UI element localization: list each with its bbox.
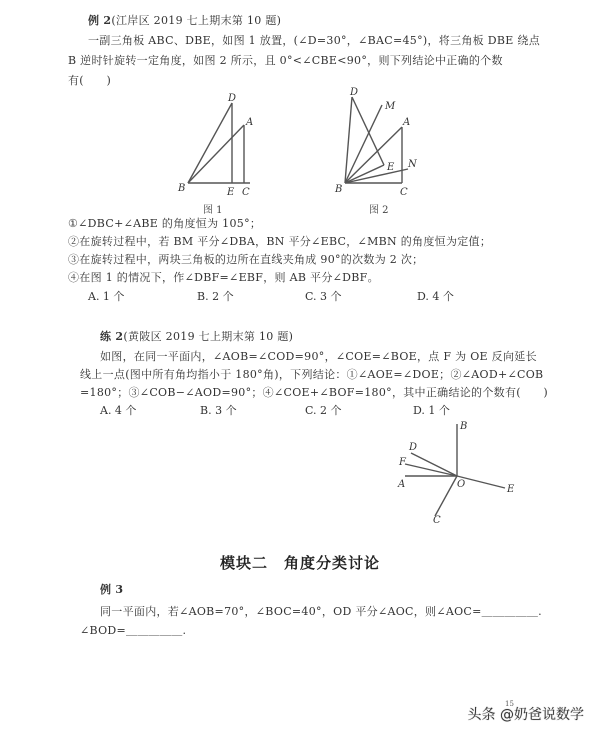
example2-heading — [88, 14, 281, 28]
module2-title: 模块二 角度分类讨论 — [219, 554, 380, 572]
svg-text:C: C — [242, 187, 250, 198]
svg-text:E: E — [387, 162, 395, 173]
example2-option-b: B. 2 个 — [197, 290, 234, 303]
practice2-diagram — [380, 410, 540, 530]
svg-text:O: O — [457, 479, 466, 490]
watermark: 头条 @奶爸说数学 — [467, 707, 584, 723]
svg-text:M: M — [385, 101, 396, 112]
example2-label: 例 2 — [88, 14, 112, 27]
practice2-body-line-2: 线上一点(图中所有角均指小于 180°角)，下列结论：①∠AOE=∠DOE；②∠AOD+∠COB — [80, 368, 544, 381]
example3-heading — [100, 583, 123, 597]
svg-text:A: A — [403, 117, 411, 128]
figure-1-caption: 图 1 — [203, 205, 223, 216]
practice2-option-c: C. 2 个 — [305, 404, 342, 417]
example2-option-d: D. 4 个 — [417, 290, 454, 303]
practice2-label: 练 2 — [100, 330, 124, 343]
example2-body-line-2: B 逆时针旋转一定角度，如图 2 所示，且 0°<∠CBE<90°，则下列结论中正确的个数 — [68, 54, 503, 67]
example2-body-line-1: 一副三角板 ABC、DBE，如图 1 放置，(∠D=30°，∠BAC=45°)，将三角板 DBE 绕点 — [88, 34, 541, 47]
figure-2-caption: 图 2 — [369, 205, 389, 216]
example2-option-c: C. 3 个 — [305, 290, 342, 303]
example2-statement-3: ③在旋转过程中，两块三角板的边所在直线夹角成 90°的次数为 2 次； — [68, 253, 424, 266]
svg-text:A: A — [246, 117, 254, 128]
svg-text:C: C — [433, 515, 441, 526]
practice2-option-b: B. 3 个 — [200, 404, 237, 417]
svg-text:B: B — [178, 183, 186, 194]
example2-statement-4: ④在图 1 的情况下，作∠DBF=∠EBF，则 AB 平分∠DBF。 — [68, 271, 379, 284]
svg-text:B: B — [460, 421, 468, 432]
svg-text:C: C — [400, 187, 408, 198]
example2-option-a: A. 1 个 — [88, 290, 125, 303]
practice2-option-a: A. 4 个 — [100, 404, 137, 417]
svg-text:E: E — [507, 484, 515, 495]
figure-1-diagram — [170, 85, 270, 205]
practice2-source: (黄陂区 2019 七上期末第 10 题) — [123, 330, 294, 343]
page-number: 15 — [505, 700, 514, 708]
example2-statement-1: ①∠DBC+∠ABE 的角度恒为 105°； — [68, 217, 262, 230]
practice2-option-d: D. 1 个 — [413, 404, 450, 417]
svg-text:N: N — [408, 159, 417, 170]
example2-body-line-3: 有( ) — [68, 74, 112, 87]
example3-body-line-2: ∠BOD=＿＿＿＿＿. — [80, 624, 187, 637]
example3-label: 例 3 — [100, 583, 124, 596]
example2-statement-2: ②在旋转过程中，若 BM 平分∠DBA，BN 平分∠EBC，∠MBN 的角度恒为定值； — [68, 235, 492, 248]
svg-text:F: F — [399, 457, 406, 468]
example2-source: (江岸区 2019 七上期末第 10 题) — [111, 14, 282, 27]
svg-text:A: A — [398, 479, 406, 490]
figure-2-diagram — [330, 85, 430, 205]
svg-text:D: D — [228, 93, 237, 104]
example3-body-line-1: 同一平面内，若∠AOB=70°，∠BOC=40°，OD 平分∠AOC，则∠AOC=＿＿＿＿＿. — [100, 605, 542, 618]
svg-text:D: D — [409, 442, 418, 453]
practice2-body-line-3: =180°；③∠COB−∠AOD=90°；④∠COE+∠BOF=180°，其中正确结论的个数有( ) — [80, 386, 549, 399]
practice2-heading — [100, 330, 293, 344]
svg-text:D: D — [350, 87, 359, 98]
svg-text:E: E — [227, 187, 235, 198]
svg-text:B: B — [335, 184, 343, 195]
practice2-body-line-1: 如图，在同一平面内，∠AOB=∠COD=90°，∠COE=∠BOE，点 F 为 OE 反向延长 — [100, 350, 537, 363]
